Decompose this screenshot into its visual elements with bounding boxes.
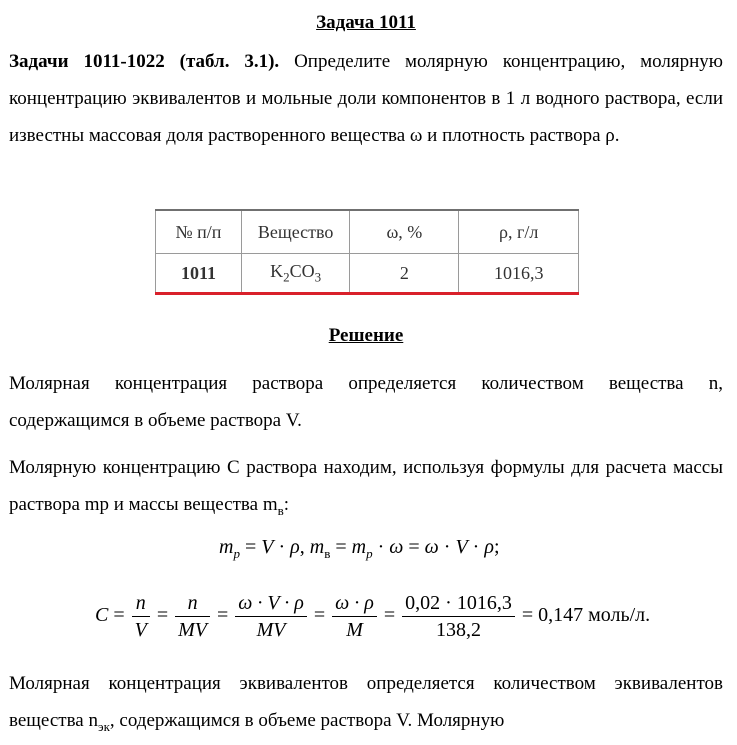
f1-end: ; — [493, 536, 500, 558]
f1-m3: m — [351, 536, 367, 558]
f2-frac2-den: MV — [178, 619, 208, 641]
header-omega: ω, % — [350, 210, 459, 254]
header-substance: Вещество — [241, 210, 349, 254]
f1-eq3: = — [403, 536, 425, 558]
f2-eq4: = — [308, 604, 331, 627]
paragraph-3-text: Молярная концентрация эквивалентов определяется количеством эквивалентов вещества n — [9, 673, 723, 731]
substance-sub1: 2 — [283, 269, 290, 285]
paragraph-2 — [9, 449, 723, 529]
f1-sub-v: в — [324, 546, 331, 561]
f2-frac1-den: V — [134, 619, 147, 641]
task-title: Задача 1011 — [316, 12, 416, 33]
f1-dot3: · — [438, 536, 456, 558]
formula-concentration — [95, 590, 650, 643]
cell-omega: 2 — [350, 254, 459, 294]
f2-frac3-num: ω · V · ρ — [235, 590, 307, 617]
intro-text: Определите молярную концентрацию, молярную концентрацию эквивалентов и мольные доли компонентов в 1 л водного раствора, если известны массовая доля растворенного вещества ω и плотность раствора ρ. — [9, 51, 723, 146]
f2-c: C — [95, 604, 109, 627]
f2-frac1 — [132, 590, 150, 643]
f1-dot1: · — [273, 536, 291, 558]
paragraph-1: Молярная концентрация раствора определяется количеством вещества n, содержащимся в объеме раствора V. — [9, 373, 723, 431]
paragraph-3 — [9, 665, 723, 745]
cell-rho: 1016,3 — [459, 254, 579, 294]
table-header-row — [156, 210, 579, 254]
f2-frac4-den: M — [346, 619, 363, 641]
intro-bold: Задачи 1011-1022 (табл. 3.1). — [9, 51, 280, 72]
f2-frac5 — [402, 590, 515, 643]
f2-frac4-num: ω · ρ — [332, 590, 377, 617]
paragraph-2-text: Молярную концентрацию С раствора находим, используя формулы для расчета массы раствора mр и массы вещества m — [9, 457, 723, 515]
f2-frac5-num: 0,02 · 1016,3 — [402, 590, 515, 617]
f2-frac2 — [175, 590, 210, 643]
f2-eq5: = — [378, 604, 401, 627]
f2-frac3 — [235, 590, 307, 643]
cell-number: 1011 — [156, 254, 242, 294]
data-table-wrapper — [155, 209, 579, 295]
f2-frac3-den: MV — [256, 619, 286, 641]
intro-paragraph — [9, 43, 723, 154]
f2-frac1-num: n — [132, 590, 150, 617]
header-number: № п/п — [156, 210, 242, 254]
f1-p1: p — [233, 546, 240, 561]
f1-omega2: ω — [424, 536, 439, 558]
substance-co: CO — [289, 260, 315, 281]
data-table — [155, 209, 579, 295]
f2-result: = 0,147 моль/л. — [516, 604, 651, 627]
f2-frac4 — [332, 590, 377, 643]
f1-comma: , — [299, 536, 310, 558]
f2-eq3: = — [212, 604, 234, 627]
f1-dot4: · — [467, 536, 485, 558]
f1-eq2: = — [330, 536, 352, 558]
f2-frac5-den: 138,2 — [436, 619, 481, 641]
f1-dot2: · — [372, 536, 390, 558]
f1-rho1: ρ — [290, 536, 300, 558]
substance-sub2: 3 — [314, 269, 322, 285]
substance-k: K — [270, 260, 284, 281]
paragraph-3-sub: эк — [97, 718, 110, 734]
paragraph-2-sub: в — [277, 502, 284, 518]
f2-frac2-num: n — [175, 590, 210, 617]
f1-m1: m — [219, 536, 234, 558]
f2-eq1: = — [108, 604, 130, 627]
f1-v2: V — [455, 536, 468, 558]
paragraph-3-end: , содержащимся в объеме раствора V. Молярную — [109, 710, 505, 731]
f1-p2: p — [366, 546, 373, 561]
f1-eq1: = — [239, 536, 262, 558]
f1-m2: m — [309, 536, 325, 558]
header-rho: ρ, г/л — [459, 210, 579, 254]
f1-v1: V — [261, 536, 274, 558]
paragraph-2-end: : — [283, 494, 290, 515]
formula-mass — [219, 536, 500, 562]
f2-eq2: = — [151, 604, 174, 627]
solution-title: Решение — [328, 325, 404, 346]
table-row — [156, 254, 579, 294]
f1-omega1: ω — [389, 536, 404, 558]
cell-substance — [241, 254, 349, 294]
f1-rho2: ρ — [484, 536, 494, 558]
